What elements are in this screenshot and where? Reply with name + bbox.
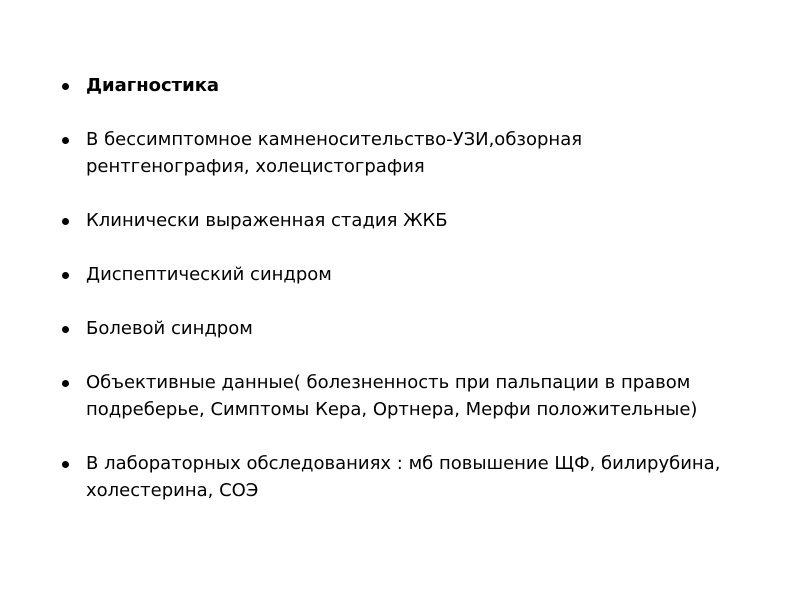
bullet-item-lab [62, 450, 742, 504]
bullet-icon [62, 326, 69, 333]
bullet-item-asymptomatic [62, 126, 742, 180]
bullet-text: В лабораторных обследованиях : мб повышение ЩФ, билирубина, холестерина, СОЭ [86, 453, 721, 501]
bullet-text: Диспептический синдром [86, 264, 332, 285]
bullet-icon [62, 380, 69, 387]
bullet-icon [62, 218, 69, 225]
bullet-item-pain [62, 315, 742, 342]
bullet-list [62, 72, 742, 531]
bullet-text: Клинически выраженная стадия ЖКБ [86, 210, 448, 231]
bullet-item-dyspeptic [62, 261, 742, 288]
bullet-text: Диагностика [86, 75, 220, 96]
bullet-text: В бессимптомное камненосительство-УЗИ,обзорная рентгенография, холецистография [86, 129, 583, 177]
bullet-icon [62, 137, 69, 144]
bullet-icon [62, 461, 69, 468]
bullet-icon [62, 83, 69, 90]
bullet-item-clinical-stage [62, 207, 742, 234]
bullet-text: Объективные данные( болезненность при пальпации в правом подреберье, Симптомы Кера, Ортнера, Мерфи положительные) [86, 372, 698, 420]
bullet-item-objective [62, 369, 742, 423]
bullet-icon [62, 272, 69, 279]
bullet-item-diagnostics [62, 72, 742, 99]
bullet-text: Болевой синдром [86, 318, 253, 339]
